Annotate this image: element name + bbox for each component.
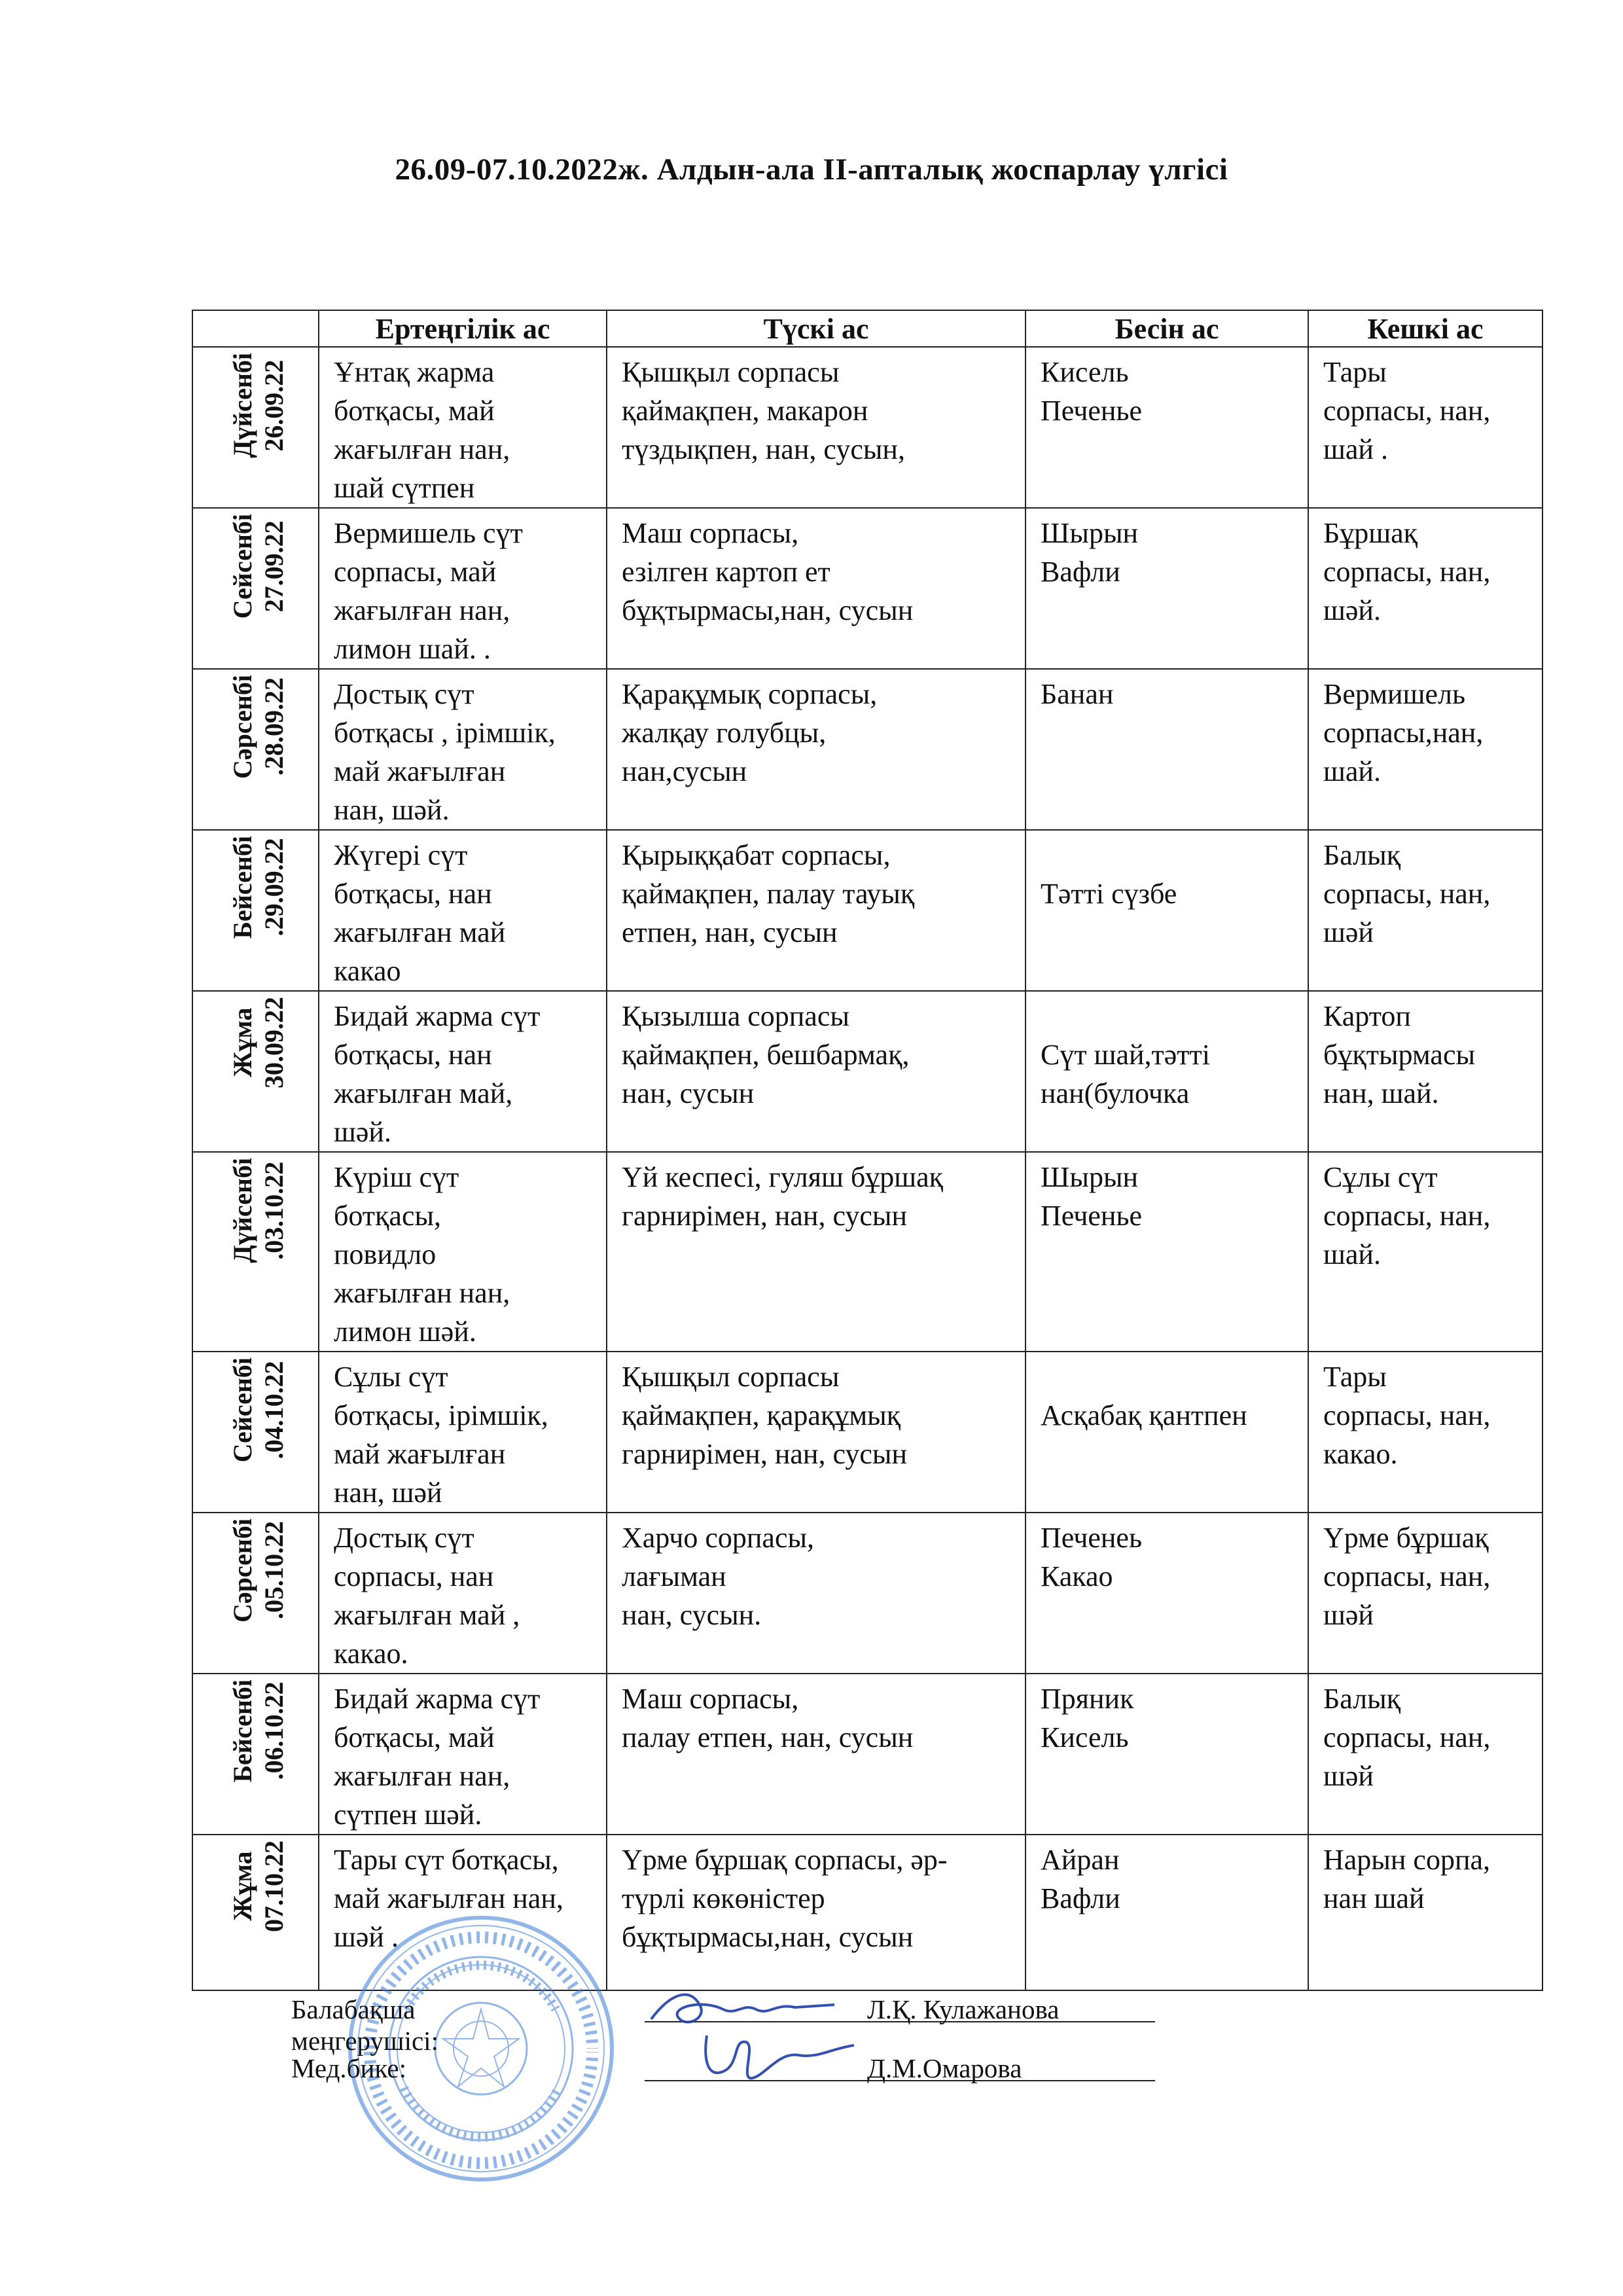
day-cell	[192, 1152, 319, 1352]
day-date: .05.10.22	[259, 1521, 289, 1620]
day-name: Дүйсенбі	[227, 1158, 257, 1263]
day-cell	[192, 830, 319, 991]
day-date: .28.09.22	[259, 677, 289, 776]
signature-role: Мед.бике:	[291, 2053, 406, 2083]
snack-cell: Асқабақ қантпен	[1041, 1399, 1247, 1431]
dinner-cell: Картоп бұқтырмасы нан, шай.	[1323, 1000, 1476, 1109]
table-row	[192, 508, 1543, 669]
dinner-cell: Бұршақ сорпасы, нан, шәй.	[1323, 517, 1491, 626]
lunch-cell: Маш сорпасы, палау етпен, нан, сусын	[622, 1683, 914, 1753]
dinner-cell: Балық сорпасы, нан, шәй	[1323, 839, 1491, 948]
day-cell	[192, 347, 319, 508]
day-name: Сәрсенбі	[227, 675, 257, 780]
breakfast-cell: Вермишель сүт сорпасы, май жағылған нан, лимон шай. .	[334, 517, 523, 665]
table-row	[192, 1352, 1543, 1513]
document-title: 26.09-07.10.2022ж. Алдын-ала ІІ-апталық жоспарлау үлгісі	[395, 152, 1228, 187]
dinner-cell: Тары сорпасы, нан, какао.	[1323, 1361, 1491, 1470]
header-day	[192, 310, 319, 347]
dinner-cell: Сұлы сүт сорпасы, нан, шай.	[1323, 1161, 1491, 1270]
lunch-cell: Үй кеспесі, гуляш бұршақ гарнирімен, нан, сусын	[622, 1161, 944, 1232]
breakfast-cell: Бидай жарма сүт ботқасы, май жағылған нан, сүтпен шәй.	[334, 1683, 541, 1831]
day-name: Сәрсенбі	[227, 1518, 257, 1623]
day-date: .03.10.22	[259, 1161, 289, 1260]
day-date: .29.09.22	[259, 838, 289, 937]
snack-cell: Печенеь Какао	[1041, 1522, 1143, 1592]
snack-cell: Банан	[1041, 678, 1114, 710]
day-cell	[192, 1513, 319, 1674]
day-cell	[192, 669, 319, 830]
table-row	[192, 669, 1543, 830]
snack-cell: Тәтті сүзбе	[1041, 878, 1177, 910]
table-row	[192, 991, 1543, 1152]
table-row	[192, 1513, 1543, 1674]
dinner-cell: Нарын сорпа, нан шай	[1323, 1844, 1491, 1914]
day-date: .04.10.22	[259, 1361, 289, 1460]
day-name: Жұма	[227, 1851, 257, 1922]
breakfast-cell: Күріш сүт ботқасы, повидло жағылған нан, лимон шәй.	[334, 1161, 510, 1348]
lunch-cell: Маш сорпасы, езілген картоп ет бұқтырмасы,нан, сусын	[622, 517, 914, 626]
day-date: 30.09.22	[259, 997, 289, 1088]
signature-name: Л.Қ. Кулажанова	[867, 1994, 1060, 2024]
lunch-cell: Қырыққабат сорпасы, қаймақпен, палау тауық етпен, нан, сусын	[622, 839, 915, 948]
dinner-cell: Үрме бұршақ сорпасы, нан, шәй	[1323, 1522, 1491, 1631]
day-name: Сейсенбі	[227, 514, 257, 619]
lunch-cell: Қышқыл сорпасы қаймақпен, макарон түздықпен, нан, сусын,	[622, 356, 905, 465]
lunch-cell: Харчо сорпасы, лағыман нан, сусын.	[622, 1522, 815, 1631]
header-snack: Бесін ас	[1026, 310, 1308, 347]
day-cell	[192, 991, 319, 1152]
breakfast-cell: Достық сүт сорпасы, нан жағылған май , какао.	[334, 1522, 520, 1670]
day-date: 07.10.22	[259, 1840, 289, 1932]
day-date: 27.09.22	[259, 520, 289, 613]
dinner-cell: Вермишель сорпасы,нан, шай.	[1323, 678, 1484, 787]
breakfast-cell: Ұнтақ жарма ботқасы, май жағылған нан, шай сүтпен	[334, 356, 510, 504]
handwritten-signature-2	[694, 2026, 857, 2091]
breakfast-cell: Жүгері сүт ботқасы, нан жағылған май какао	[334, 839, 506, 987]
lunch-cell: Қызылша сорпасы қаймақпен, бешбармақ, нан, сусын	[622, 1000, 910, 1109]
breakfast-cell: Тары сүт ботқасы, май жағылған нан, шәй .	[334, 1844, 563, 1953]
day-cell	[192, 1835, 319, 1990]
meal-plan-table	[192, 310, 1543, 1991]
table-row	[192, 347, 1543, 508]
day-cell	[192, 1352, 319, 1513]
snack-cell: Шырын Печенье	[1041, 1161, 1143, 1232]
lunch-cell: Қарақұмық сорпасы, жалқау голубцы, нан,сусын	[622, 678, 878, 787]
day-cell	[192, 508, 319, 669]
breakfast-cell: Достық сүт ботқасы , ірімшік, май жағылған нан, шәй.	[334, 678, 556, 826]
day-date: .06.10.22	[259, 1681, 289, 1780]
day-cell	[192, 1674, 319, 1835]
header-breakfast: Ертеңгілік ас	[319, 310, 607, 347]
day-name: Дүйсенбі	[227, 353, 257, 458]
day-name: Бейсенбі	[227, 1679, 257, 1783]
dinner-cell: Балық сорпасы, нан, шәй	[1323, 1683, 1491, 1792]
lunch-cell: Қышқыл сорпасы қаймақпен, қарақұмық гарнирімен, нан, сусын	[622, 1361, 908, 1470]
day-name: Сейсенбі	[227, 1357, 257, 1463]
snack-cell: Сүт шай,тәтті нан(булочка	[1041, 1039, 1210, 1109]
breakfast-cell: Бидай жарма сүт ботқасы, нан жағылған май, шәй.	[334, 1000, 541, 1148]
signature-name: Д.М.Омарова	[867, 2053, 1022, 2083]
table-row	[192, 1674, 1543, 1835]
snack-cell: Кисель Печенье	[1041, 356, 1143, 427]
day-date: 26.09.22	[259, 359, 289, 452]
signature-role: Балабақша меңгерушісі:	[291, 1994, 438, 2056]
table-row	[192, 830, 1543, 991]
breakfast-cell: Сұлы сүт ботқасы, ірімшік, май жағылған нан, шәй	[334, 1361, 548, 1509]
day-name: Жұма	[227, 1007, 257, 1078]
lunch-cell: Үрме бұршақ сорпасы, әр- түрлі көкөністер бұқтырмасы,нан, сусын	[622, 1844, 948, 1953]
header-dinner: Кешкі ас	[1308, 310, 1543, 347]
snack-cell: Шырын Вафли	[1041, 517, 1139, 588]
dinner-cell: Тары сорпасы, нан, шай .	[1323, 356, 1491, 465]
snack-cell: Айран Вафли	[1041, 1844, 1120, 1914]
header-lunch: Түскі ас	[607, 310, 1026, 347]
table-row	[192, 1152, 1543, 1352]
table-header-row	[192, 310, 1543, 347]
day-name: Бейсенбі	[227, 836, 257, 939]
snack-cell: Пряник Кисель	[1041, 1683, 1134, 1753]
